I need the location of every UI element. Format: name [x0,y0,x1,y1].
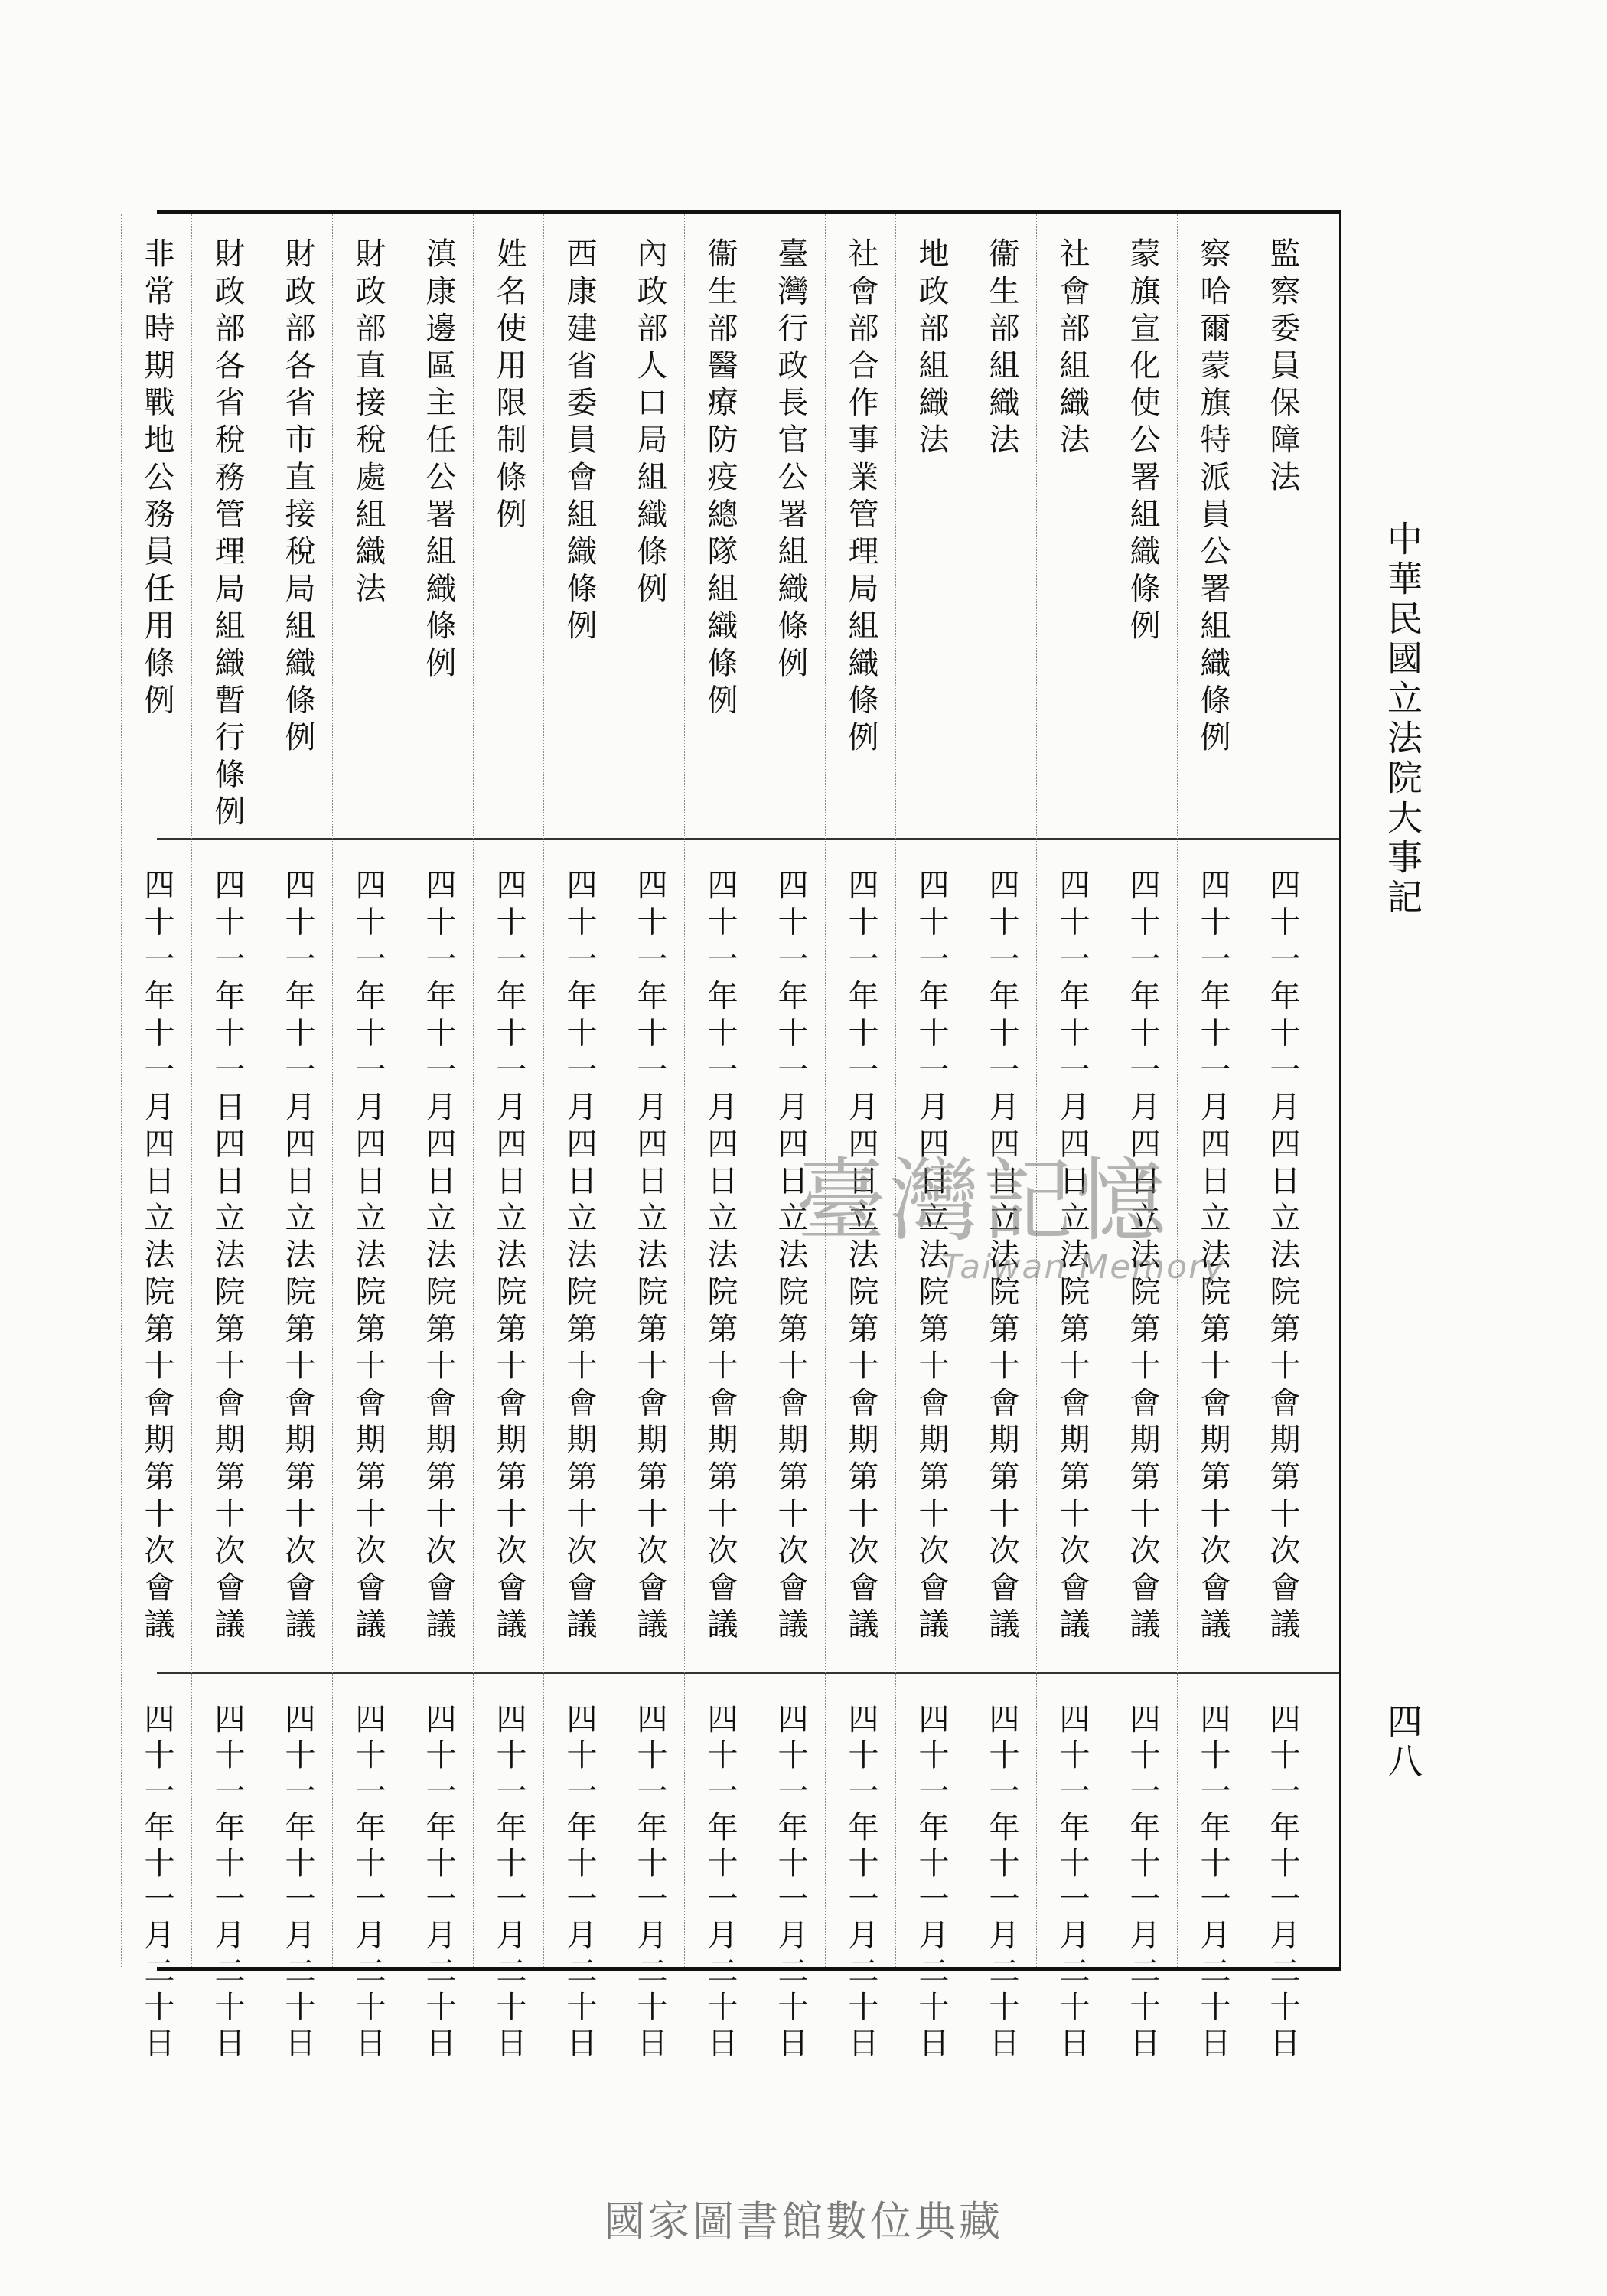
promulgation-date: 四十一年十一月二十日 [350,1703,386,2063]
law-name: 臺灣行政長官公署組織條例 [773,237,808,684]
page-title: 中華民國立法院大事記 [1382,520,1423,918]
promulgation-date: 四十一年十一月二十日 [491,1703,526,2063]
watermark-chinese: 臺灣記憶 [796,1148,1170,1254]
table-row [543,214,614,2063]
table-row [684,214,755,2063]
law-name: 內政部人口局組織條例 [632,237,667,609]
passage-date: 四十一年十一月四日立法院第十會期第十次會議 [1265,869,1300,1645]
table-row [895,214,966,2063]
passage-date: 四十一年十一月四日立法院第十會期第十次會議 [1054,869,1090,1645]
law-name: 地政部組織法 [914,237,949,461]
promulgation-date: 四十一年十一月二十日 [914,1703,949,2063]
law-name: 察哈爾蒙旗特派員公署組織條例 [1195,237,1231,758]
table-row [191,214,262,2063]
promulgation-date: 四十一年十一月二十日 [210,1703,245,2063]
promulgation-date: 四十一年十一月二十日 [1125,1703,1160,2063]
passage-date: 四十一年十一月四日立法院第十會期第十次會議 [773,869,808,1645]
law-name: 滇康邊區主任公署組織條例 [421,237,456,684]
table-row [473,214,544,2063]
table-row [755,214,826,2063]
promulgation-date: 四十一年十一月二十日 [421,1703,456,2063]
table-row [966,214,1037,2063]
watermark-english: Taiwan Memory [941,1247,1226,1287]
law-name: 財政部直接稅處組織法 [350,237,386,609]
table-row [825,214,896,2063]
footer-credit: 國家圖書館數位典藏 [604,2197,1003,2245]
promulgation-date: 四十一年十一月二十日 [280,1703,315,2063]
promulgation-date: 四十一年十一月二十日 [1195,1703,1231,2063]
passage-date: 四十一年十一月四日立法院第十會期第十次會議 [914,869,949,1645]
passage-date: 四十一年十一月四日立法院第十會期第十次會議 [421,869,456,1645]
table-row [1177,214,1248,2063]
promulgation-date: 四十一年十一月二十日 [139,1703,174,2063]
passage-date: 四十一年十一月四日立法院第十會期第十次會議 [280,869,315,1645]
law-name: 社會部合作事業管理局組織條例 [843,237,878,758]
law-name: 財政部各省稅務管理局組織暫行條例 [210,237,245,833]
passage-date: 四十一年十一月四日立法院第十會期第十次會議 [139,869,174,1645]
promulgation-date: 四十一年十一月二十日 [1054,1703,1090,2063]
passage-date: 四十一年十一月四日立法院第十會期第十次會議 [562,869,597,1645]
table-row [403,214,474,2063]
promulgation-date: 四十一年十一月二十日 [562,1703,597,2063]
passage-date: 四十一年十一月四日立法院第十會期第十次會議 [1195,869,1231,1645]
promulgation-date: 四十一年十一月二十日 [1265,1703,1300,2063]
passage-date: 四十一年十一日四日立法院第十會期第十次會議 [210,869,245,1645]
table-row [614,214,685,2063]
table-row [1107,214,1178,2063]
promulgation-date: 四十一年十一月二十日 [632,1703,667,2063]
law-name: 姓名使用限制條例 [491,237,526,535]
promulgation-date: 四十一年十一月二十日 [773,1703,808,2063]
passage-date: 四十一年十一月四日立法院第十會期第十次會議 [702,869,738,1645]
table-row [262,214,333,2063]
law-table [139,210,1341,2063]
promulgation-date: 四十一年十一月二十日 [843,1703,878,2063]
passage-date: 四十一年十一月四日立法院第十會期第十次會議 [843,869,878,1645]
law-name: 社會部組織法 [1054,237,1090,461]
table-row [332,214,403,2063]
promulgation-date: 四十一年十一月二十日 [702,1703,738,2063]
law-name: 監察委員保障法 [1265,237,1300,498]
table-row [1247,214,1318,2063]
law-name: 非常時期戰地公務員任用條例 [139,237,174,721]
table-row [1036,214,1107,2063]
law-name: 西康建省委員會組織條例 [562,237,597,647]
law-name: 衞生部組織法 [984,237,1019,461]
passage-date: 四十一年十一月四日立法院第十會期第十次會議 [1125,869,1160,1645]
passage-date: 四十一年十一月四日立法院第十會期第十次會議 [632,869,667,1645]
law-name: 蒙旗宣化使公署組織條例 [1125,237,1160,647]
table-row [121,214,192,2063]
passage-date: 四十一年十一月四日立法院第十會期第十次會議 [491,869,526,1645]
page-number: 四八 [1382,1703,1423,1782]
promulgation-date: 四十一年十一月二十日 [984,1703,1019,2063]
law-name: 衞生部醫療防疫總隊組織條例 [702,237,738,721]
passage-date: 四十一年十一月四日立法院第十會期第十次會議 [350,869,386,1645]
passage-date: 四十一年十一月四日立法院第十會期第十次會議 [984,869,1019,1645]
law-name: 財政部各省市直接稅局組織條例 [280,237,315,758]
